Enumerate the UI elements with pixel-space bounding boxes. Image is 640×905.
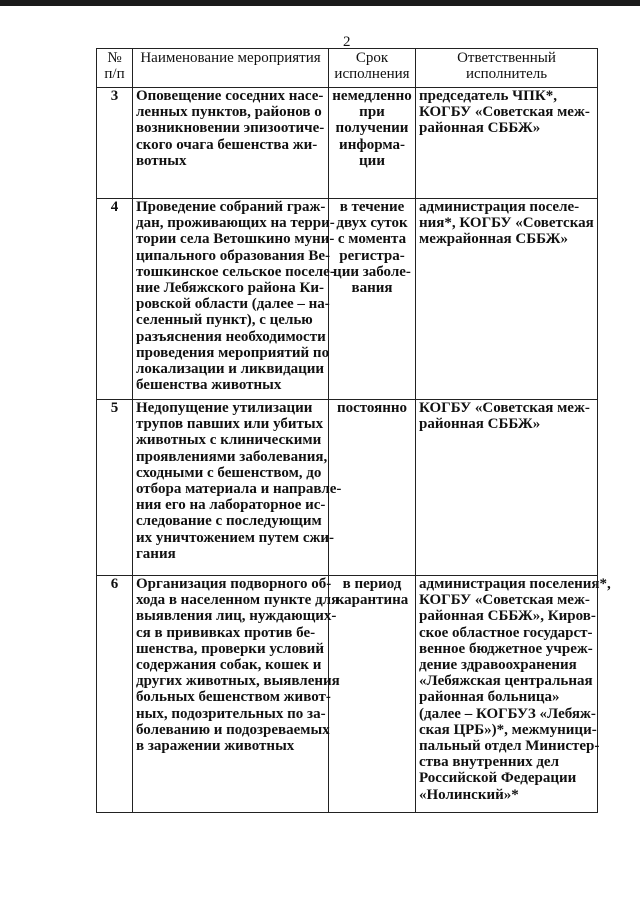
- deadline-cell: [329, 576, 416, 813]
- responsible-cell: [416, 199, 598, 400]
- row-number: 4: [97, 199, 133, 400]
- cell-text-line: гания: [136, 545, 176, 562]
- cell-text-line: ся в прививках против бе-: [136, 624, 316, 641]
- cell-text-line: в период: [342, 576, 402, 592]
- measure-name-cell: [133, 88, 329, 199]
- cell-text-line: венное бюджетное учреж-: [419, 640, 593, 657]
- deadline-cell: [329, 400, 416, 576]
- cell-text-line: дение здравоохранения: [419, 657, 577, 674]
- responsible-cell: [416, 576, 611, 813]
- responsible-cell: [416, 400, 598, 576]
- measure-name-cell: [133, 199, 335, 400]
- cell-text-line: вания: [351, 280, 393, 297]
- cell-text-line: ние Лебяжского района Ки-: [136, 280, 324, 297]
- cell-text-line: немедленно: [332, 88, 412, 104]
- cell-text-line: трупов павших или убитых: [136, 416, 324, 433]
- cell-text-line: (далее – КОГБУЗ «Лебяж-: [419, 705, 596, 722]
- header-deadline: Срок исполнения: [329, 49, 416, 88]
- cell-text-line: КОГБУ «Советская меж-: [419, 104, 590, 121]
- cell-text-line: ское областное государст-: [419, 624, 593, 641]
- cell-text-line: председатель ЧПК*,: [419, 88, 557, 104]
- cell-text-line: районная СББЖ»: [419, 120, 541, 137]
- cell-text-line: ленных пунктов, районов о: [136, 104, 322, 121]
- cell-text-line: КОГБУ «Советская меж-: [419, 592, 590, 609]
- cell-text-line: пальный отдел Министер-: [419, 738, 600, 755]
- cell-text-line: межрайонная СББЖ»: [419, 231, 569, 248]
- cell-text-line: выявления лиц, нуждающих-: [136, 608, 337, 625]
- measure-name-cell: [133, 576, 340, 813]
- cell-text-line: их уничтожением путем сжи-: [136, 529, 334, 546]
- cell-text-line: больных бешенством живот-: [136, 689, 331, 706]
- cell-text-line: ства внутренних дел: [419, 754, 560, 771]
- row-number: 5: [97, 400, 133, 576]
- cell-text-line: с момента: [337, 231, 407, 248]
- cell-text-line: информа-: [339, 136, 405, 153]
- cell-text-line: селенный пункт), с целью: [136, 312, 313, 329]
- cell-text-line: болеванию и подозреваемых: [136, 721, 330, 738]
- measures-table: [96, 48, 611, 813]
- cell-text-line: ципального образования Ве-: [136, 247, 331, 264]
- cell-text-line: дан, проживающих на терри-: [136, 215, 335, 232]
- cell-text-line: Проведение собраний граж-: [136, 199, 326, 215]
- cell-text-line: постоянно: [336, 400, 408, 416]
- cell-text-line: Организация подворного об-: [136, 576, 332, 592]
- header-measure-name: Наименование мероприятия: [133, 49, 329, 88]
- cell-text-line: тошкинское сельское поселе-: [136, 263, 335, 280]
- cell-text-line: получении: [335, 120, 409, 137]
- cell-text-line: хода в населенном пункте для: [136, 592, 340, 609]
- page-number: 2: [343, 34, 351, 50]
- cell-text-line: Российской Федерации: [419, 770, 577, 787]
- cell-text-line: районная СББЖ», Киров-: [419, 608, 596, 625]
- cell-text-line: вотных: [136, 152, 187, 169]
- cell-text-line: ровской области (далее – на-: [136, 296, 330, 313]
- header-number: № п/п: [97, 49, 133, 88]
- cell-text-line: районная СББЖ»: [419, 416, 541, 433]
- cell-text-line: ская ЦРБ»)*, межмуници-: [419, 721, 597, 738]
- cell-text-line: проявлениями заболевания,: [136, 448, 328, 465]
- cell-text-line: в заражении животных: [136, 738, 295, 755]
- cell-text-line: ции: [359, 152, 385, 169]
- row-number: 3: [97, 88, 133, 199]
- cell-text-line: тории села Ветошкино муни-: [136, 231, 335, 248]
- cell-text-line: администрация поселе-: [419, 199, 580, 215]
- cell-text-line: районная больница»: [419, 689, 560, 706]
- row-number: 6: [97, 576, 133, 813]
- cell-text-line: регистра-: [339, 247, 405, 264]
- header-responsible: Ответственный исполнитель: [416, 49, 598, 88]
- cell-text-line: «Нолинский»*: [419, 786, 519, 803]
- cell-text-line: содержания собак, кошек и: [136, 657, 322, 674]
- cell-text-line: ных, подозрительных по за-: [136, 705, 326, 722]
- cell-text-line: отбора материала и направле-: [136, 481, 342, 498]
- measure-name-cell: [133, 400, 342, 576]
- cell-text-line: проведения мероприятий по: [136, 344, 330, 361]
- top-border-rule: [0, 0, 640, 6]
- cell-text-line: в течение: [339, 199, 405, 215]
- responsible-cell: [416, 88, 598, 199]
- header-row: [97, 49, 598, 88]
- cell-text-line: возникновении эпизоотиче-: [136, 120, 325, 137]
- cell-text-line: шенства, проверки условий: [136, 640, 324, 657]
- cell-text-line: «Лебяжская центральная: [419, 673, 593, 690]
- cell-text-line: Оповещение соседних насе-: [136, 88, 324, 104]
- cell-text-line: следование с последующим: [136, 513, 322, 530]
- cell-text-line: при: [359, 104, 385, 121]
- cell-text-line: Недопущение утилизации: [136, 400, 313, 416]
- table-row: [97, 576, 598, 813]
- table-row: [97, 88, 598, 199]
- cell-text-line: ции заболе-: [333, 263, 411, 280]
- cell-text-line: бешенства животных: [136, 377, 282, 394]
- table-row: [97, 400, 598, 576]
- cell-text-line: других животных, выявления: [136, 673, 340, 690]
- cell-text-line: ского очага бешенства жи-: [136, 136, 318, 153]
- cell-text-line: карантина: [335, 592, 409, 609]
- cell-text-line: разъяснения необходимости: [136, 328, 326, 345]
- cell-text-line: администрация поселения*,: [419, 576, 611, 592]
- cell-text-line: ния его на лабораторное ис-: [136, 497, 326, 514]
- cell-text-line: ния*, КОГБУ «Советская: [419, 215, 594, 232]
- deadline-cell: [329, 88, 416, 199]
- cell-text-line: двух суток: [336, 215, 408, 232]
- deadline-cell: [329, 199, 416, 400]
- cell-text-line: сходными с бешенством, до: [136, 464, 322, 481]
- cell-text-line: КОГБУ «Советская меж-: [419, 400, 590, 416]
- cell-text-line: локализации и ликвидации: [136, 361, 325, 378]
- cell-text-line: животных с клиническими: [136, 432, 322, 449]
- table-row: [97, 199, 598, 400]
